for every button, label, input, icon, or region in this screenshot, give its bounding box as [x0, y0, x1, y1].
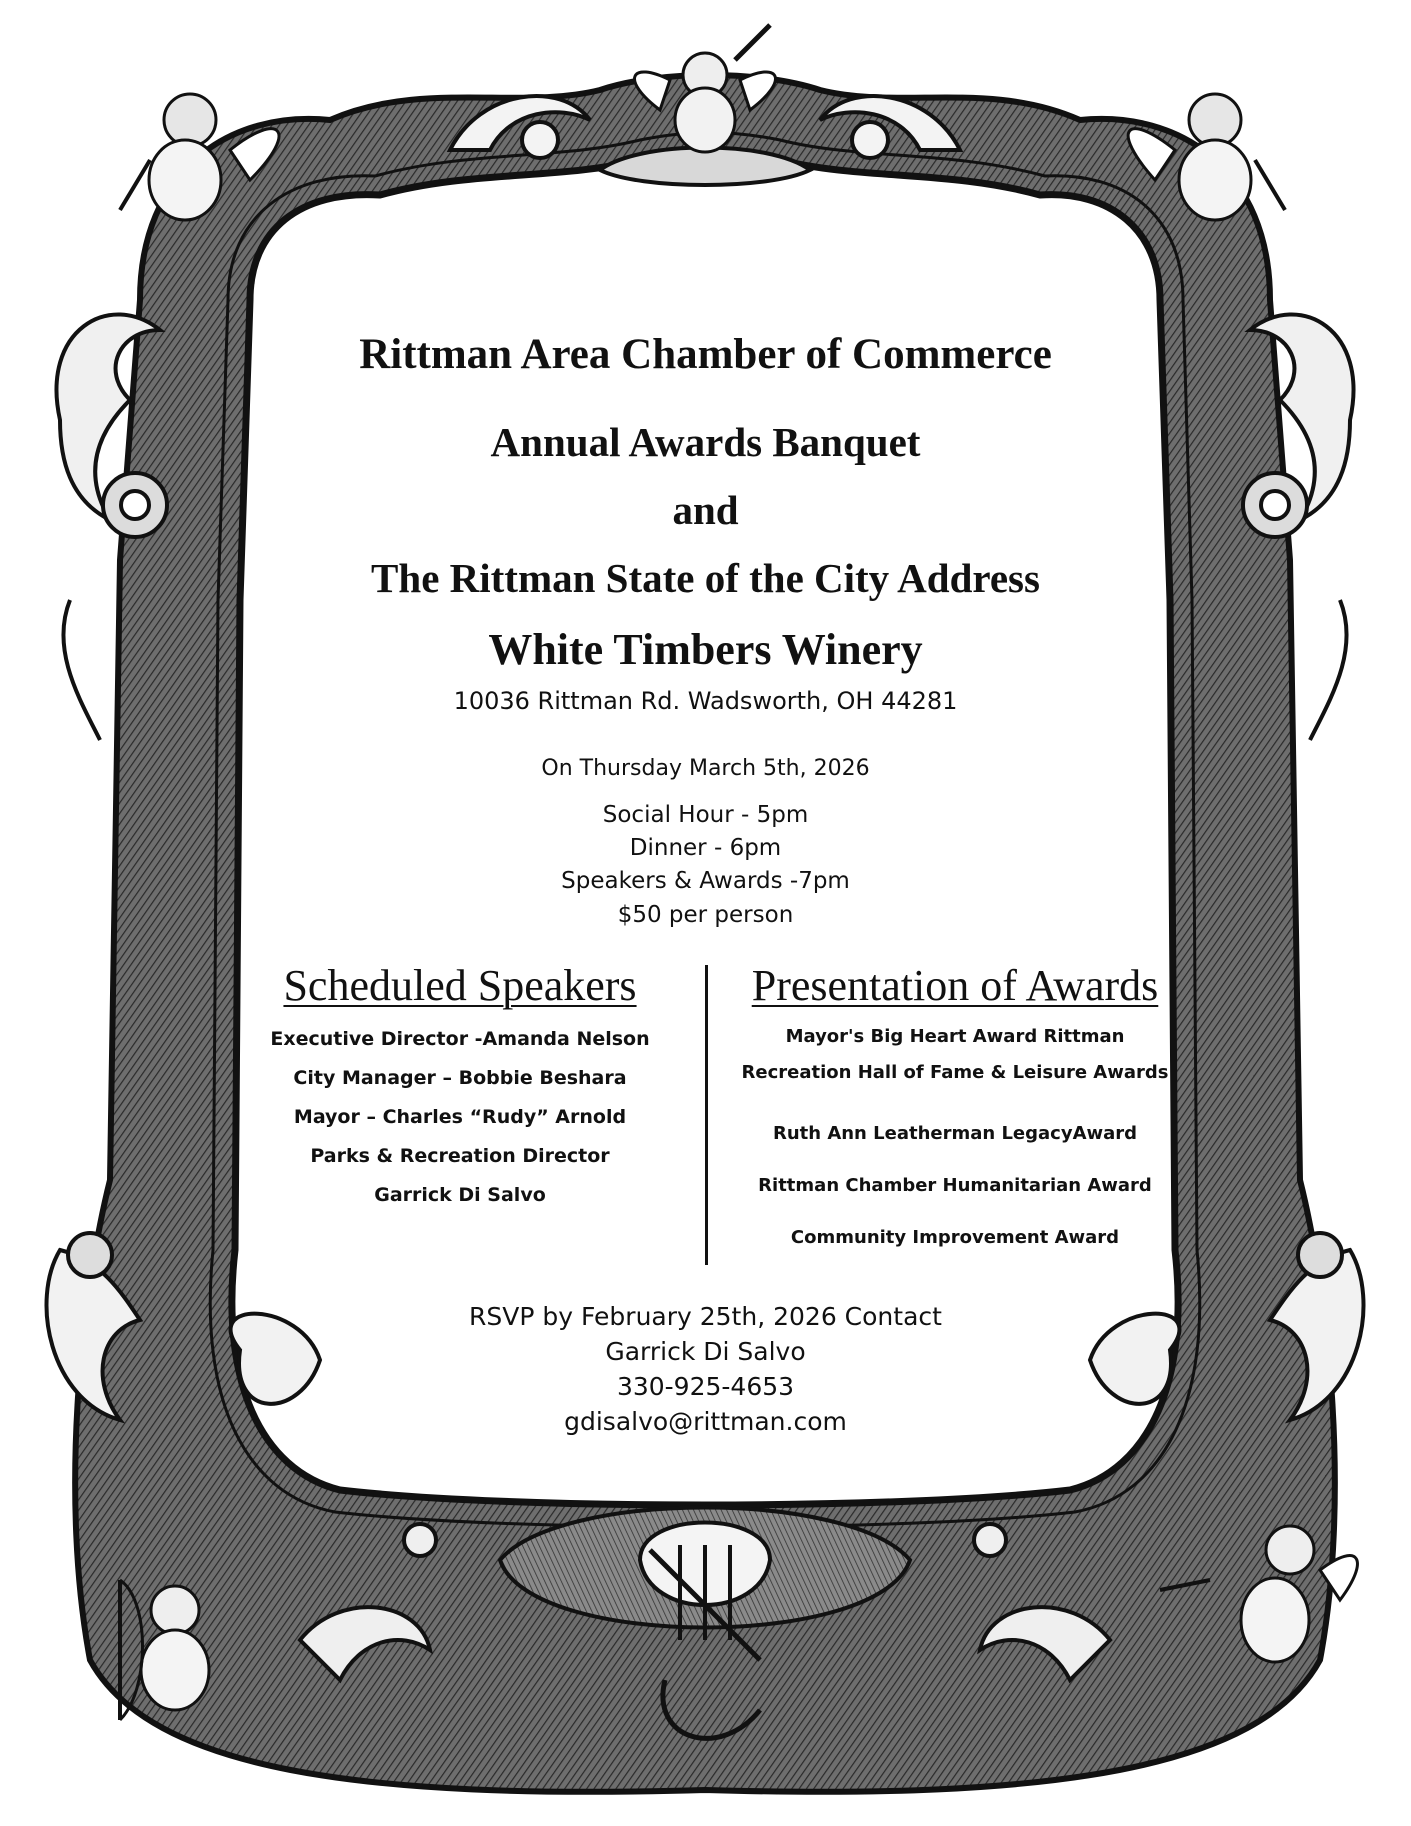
social-hour-time: Social Hour - 5pm	[602, 802, 809, 828]
ticket-price: $50 per person	[617, 902, 794, 928]
venue-name: White Timbers Winery	[488, 625, 923, 674]
dinner-time: Dinner - 6pm	[629, 835, 782, 861]
chamber-title: Rittman Area Chamber of Commerce	[359, 331, 1052, 378]
speaker-item: Executive Director -Amanda Nelson	[270, 1028, 650, 1050]
speakers-column	[250, 960, 670, 1220]
speaker-item: Parks & Recreation Director	[310, 1145, 610, 1167]
venue-address: 10036 Rittman Rd. Wadsworth, OH 44281	[453, 687, 958, 715]
column-divider	[705, 965, 708, 1265]
rsvp-email[interactable]: gdisalvo@rittman.com	[564, 1407, 847, 1436]
awards-column	[735, 960, 1175, 1260]
speaker-item: Garrick Di Salvo	[374, 1184, 546, 1206]
award-item: Rittman Chamber Humanitarian Award	[758, 1175, 1152, 1196]
rsvp-phone: 330-925-4653	[616, 1372, 795, 1401]
rsvp-deadline: RSVP by February 25th, 2026 Contact	[469, 1302, 942, 1331]
awards-heading: Presentation of Awards	[751, 961, 1159, 1010]
event-date: On Thursday March 5th, 2026	[541, 756, 870, 781]
event-title: Annual Awards Banquet	[490, 419, 921, 465]
speakers-awards-time: Speakers & Awards -7pm	[561, 868, 850, 894]
rsvp-contact-name: Garrick Di Salvo	[605, 1337, 806, 1366]
award-item: Community Improvement Award	[790, 1227, 1120, 1248]
conjunction-text: and	[672, 487, 739, 533]
award-item: Ruth Ann Leatherman LegacyAward	[772, 1123, 1138, 1144]
award-item: Recreation Hall of Fame & Leisure Awards	[741, 1062, 1169, 1083]
award-item: Mayor's Big Heart Award Rittman	[785, 1026, 1125, 1047]
speaker-item: Mayor – Charles “Rudy” Arnold	[293, 1106, 627, 1128]
speaker-item: City Manager – Bobbie Beshara	[293, 1067, 627, 1089]
state-of-city-title: The Rittman State of the City Address	[371, 555, 1040, 601]
speakers-heading: Scheduled Speakers	[283, 961, 637, 1010]
